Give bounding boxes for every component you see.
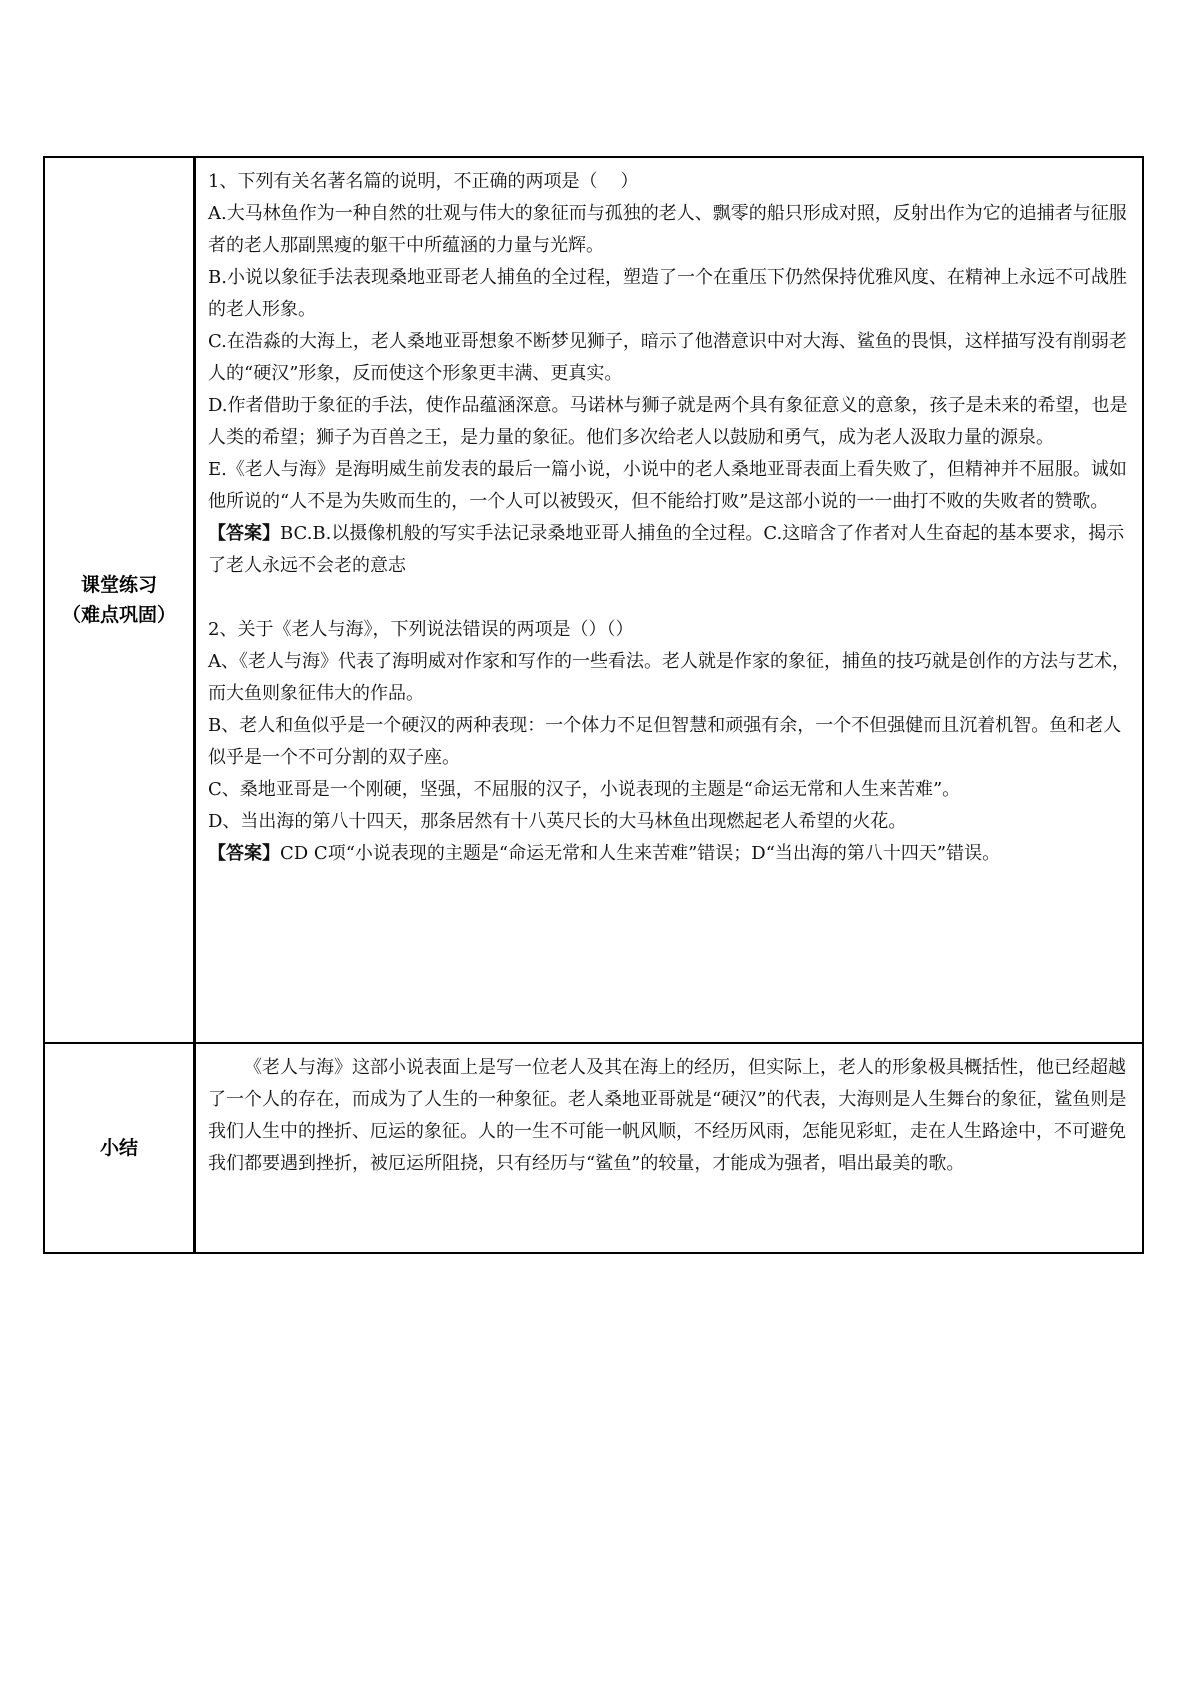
practice-sublabel: （难点巩固） — [61, 604, 176, 626]
q2-option-b: B、老人和鱼似乎是一个硬汉的两种表现：一个体力不足但智慧和顽强有余，一个不但强健而且沉着机智。鱼和老人似乎是一个不可分割的双子座。 — [208, 715, 1122, 768]
summary-label-cell — [44, 1043, 195, 1253]
question-2: 2、关于《老人与海》，下列说法错误的两项是（）（） — [208, 619, 634, 640]
practice-label-cell — [44, 157, 195, 1043]
q2-option-d: D、当出海的第八十四天，那条居然有十八英尺长的大马林鱼出现燃起老人希望的火花。 — [208, 811, 907, 832]
q1-option-e: E.《老人与海》是海明威生前发表的最后一篇小说，小说中的老人桑地亚哥表面上看失败了，但精神并不屈服。诚如他所说的“人不是为失败而生的，一个人可以被毁灭，但不能给打败”是这部小说的一一曲打不败的失败者的赞歌。 — [208, 459, 1127, 512]
summary-content — [195, 1043, 1144, 1253]
q1-answer-text: BC.B.以摄像机般的写实手法记录桑地亚哥人捕鱼的全过程。C.这暗含了作者对人生奋起的基本要求，揭示了老人永远不会老的意志 — [208, 523, 1125, 576]
q1-answer — [208, 518, 1130, 582]
answer-tag: 【答案】 — [208, 843, 280, 864]
q1-option-c: C.在浩淼的大海上，老人桑地亚哥想象不断梦见狮子，暗示了他潜意识中对大海、鲨鱼的畏惧，这样描写没有削弱老人的“硬汉”形象，反而使这个形象更丰满、更真实。 — [208, 331, 1127, 384]
practice-label: 课堂练习 — [80, 574, 157, 596]
q2-option-a: A、《老人与海》代表了海明威对作家和写作的一些看法。老人就是作家的象征，捕鱼的技巧就是创作的方法与艺术，而大鱼则象征伟大的作品。 — [208, 651, 1130, 704]
lesson-table — [43, 156, 1144, 1254]
q1-option-a: A.大马林鱼作为一种自然的壮观与伟大的象征而与孤独的老人、飘零的船只形成对照，反射出作为它的追捕者与征服者的老人那副黑瘦的躯干中所蕴涵的力量与光辉。 — [208, 203, 1127, 256]
summary-text: 《老人与海》这部小说表面上是写一位老人及其在海上的经历，但实际上，老人的形象极具概括性，他已经超越了一个人的存在，而成为了人生的一种象征。老人桑地亚哥就是“硬汉”的代表，大海则是人生舞台的象征，鲨鱼则是我们人生中的挫折、厄运的象征。人的一生不可能一帆风顺，不经历风雨，怎能见彩虹，走在人生路途中，不可避免我们都要遇到挫折，被厄运所阻挠，只有经历与“鲨鱼”的较量，才能成为强者，唱出最美的歌。 — [208, 1057, 1127, 1174]
answer-tag: 【答案】 — [208, 523, 280, 544]
q2-option-c: C、桑地亚哥是一个刚硬，坚强，不屈服的汉子，小说表现的主题是“命运无常和人生来苦难”。 — [208, 779, 961, 800]
question-1: 1、下列有关名著名篇的说明，不正确的两项是（ ） — [208, 171, 639, 192]
practice-row — [44, 157, 1143, 1043]
q1-option-b: B.小说以象征手法表现桑地亚哥老人捕鱼的全过程，塑造了一个在重压下仍然保持优雅风度、在精神上永远不可战胜的老人形象。 — [208, 267, 1127, 320]
summary-label: 小结 — [99, 1137, 138, 1159]
q1-option-d: D.作者借助于象征的手法，使作品蕴涵深意。马诺林与狮子就是两个具有象征意义的意象，孩子是未来的希望，也是人类的希望；狮子为百兽之王，是力量的象征。他们多次给老人以鼓励和勇气，成为老人汲取力量的源泉。 — [208, 395, 1128, 448]
practice-content — [195, 157, 1144, 1043]
spacer — [208, 582, 1130, 614]
q2-answer — [208, 838, 1130, 870]
summary-row — [44, 1043, 1143, 1253]
q2-answer-text: CD C项“小说表现的主题是“命运无常和人生来苦难”错误；D“当出海的第八十四天”错误。 — [280, 843, 1001, 864]
